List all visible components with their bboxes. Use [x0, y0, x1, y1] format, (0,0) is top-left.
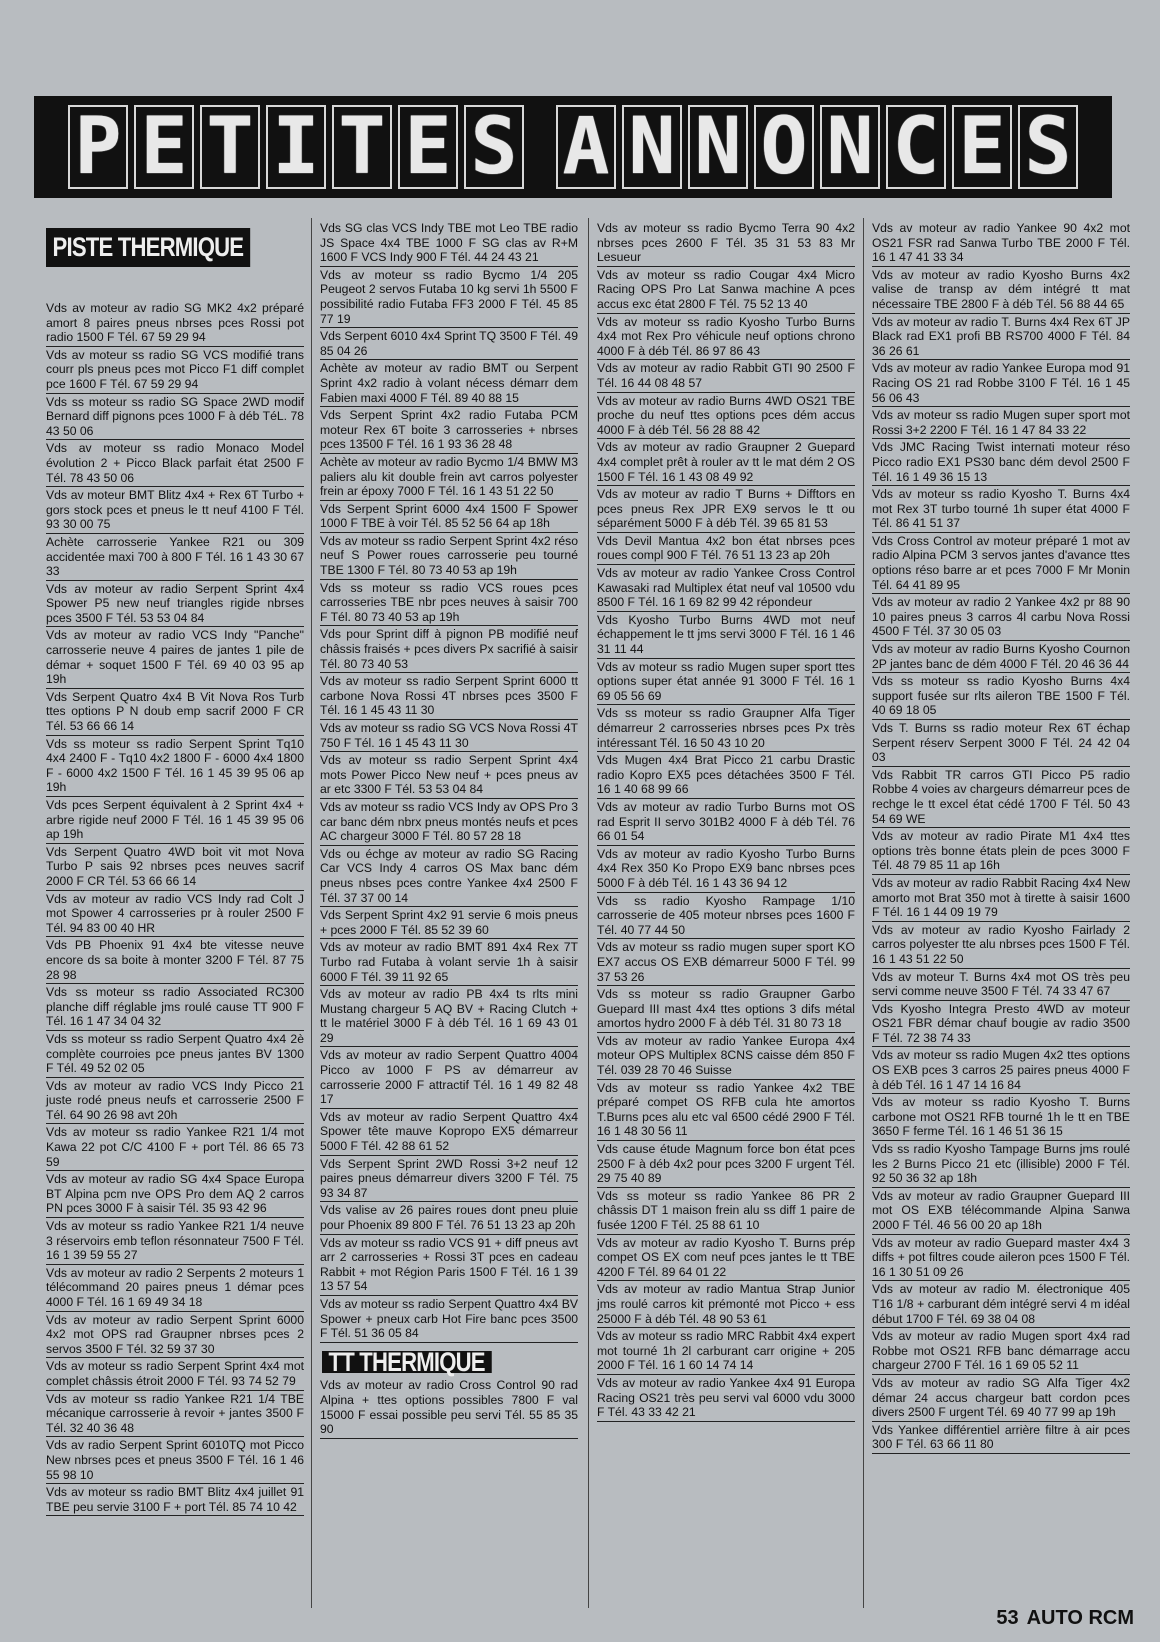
- banner-letter-glyph: O: [760, 102, 808, 192]
- classified-ad: Vds ss moteur ss radio Graupner Alfa Tiger démarreur 2 carrosseries nbrses pces Px très intéressant Tél. 16 50 43 10 20: [597, 705, 855, 752]
- banner-letter: [332, 102, 392, 192]
- classified-ad: Vds av moteur ss radio Yankee R21 1/4 TBE mécanique carrosserie à revoir + jantes 3500 F Tél. 32 40 36 48: [46, 1391, 304, 1438]
- classified-ad: Vds av moteur ss radio Serpent Sprint 6000 tt carbone Nova Rossi 4T nbrses pces 3500 F Tél. 16 1 45 43 11 30: [320, 673, 578, 720]
- classified-ad: Vds Yankee différentiel arrière filtre à air pces 300 F Tél. 63 66 11 80: [872, 1422, 1130, 1454]
- section-heading-tt-thermique: TT THERMIQUE: [322, 1351, 491, 1374]
- classified-ad: Vds av moteur av radio Yankee Europa mod 91 Racing OS 21 rad Robbe 3100 F Tél. 16 1 45 56 06 43: [872, 360, 1130, 407]
- classified-ad: Vds av moteur ss radio Bycmo 1/4 205 Peugeot 2 servos Futaba 10 kg servi 1h 5500 F possibilité radio Futaba FF3 2000 F Tél. 45 85 77 19: [320, 267, 578, 328]
- classified-ad: Vds pces Serpent équivalent à 2 Sprint 4x4 + arbre rigide neuf 2000 F Tél. 16 1 45 39 95 06 ap 19h: [46, 797, 304, 844]
- classified-ad: Vds ss moteur ss radio Serpent Quatro 4x4 2è complète courroies pce pneus jantes BV 1300 F Tél. 49 52 02 05: [46, 1031, 304, 1078]
- classified-ad: Vds av moteur av radio 2 Serpents 2 moteurs 1 télécommand 20 paires pneus 1 démar pces 4000 F Tél. 16 1 69 49 34 18: [46, 1265, 304, 1312]
- classified-ad: Vds Kyosho Turbo Burns 4WD mot neuf échappement le tt jms servi 3000 F Tél. 16 1 46 31 11 44: [597, 612, 855, 659]
- banner-letter: [820, 102, 880, 192]
- banner-letter: [398, 102, 458, 192]
- classified-ad: Vds Mugen 4x4 Brat Picco 21 carbu Drastic radio Kopro EX5 pces détachées 3500 F Tél. 16 1 40 68 99 66: [597, 752, 855, 799]
- classified-ad: Achète carrosserie Yankee R21 ou 309 accidentée maxi 700 à 800 F Tél. 16 1 43 30 67 33: [46, 534, 304, 581]
- classified-ad: Vds av moteur av radio VCS Indy "Panche" carrosserie neuve 4 paires de jantes 1 pile de démar + soquet 1500 F Tél. 69 40 03 95 ap 19h: [46, 627, 304, 688]
- classified-ad: Vds av moteur av radio Turbo Burns mot OS rad Esprit II servo 301B2 4000 F à déb Tél. 76 66 01 54: [597, 799, 855, 846]
- classified-ad: Vds av moteur av radio SG MK2 4x2 préparé amort 8 paires pneus nbrses pces Rossi pot radio 1500 F Tél. 67 59 29 94: [46, 300, 304, 347]
- classified-ad: Vds ss radio Kyosho Rampage 1/10 carrosserie de 405 moteur nbrses pces 1600 F Tél. 40 77 44 50: [597, 893, 855, 940]
- classified-ad: Vds av moteur av radio VCS Indy rad Colt J mot Spower 4 carrosseries pr à rouler 2500 F Tél. 94 83 00 40 HR: [46, 891, 304, 938]
- classified-ad: Vds av moteur av radio M. électronique 405 T16 1/8 + carburant dém intégré servi 4 m idéal début 1700 F Tél. 69 38 04 08: [872, 1281, 1130, 1328]
- column-rule: [311, 218, 312, 1608]
- classified-ad: Vds av moteur av radio SG 4x4 Space Europa BT Alpina pcm nve OPS Pro dem AQ 2 carros PN pces 3000 F à saisir Tél. 35 93 42 96: [46, 1171, 304, 1218]
- classified-ad: Vds av moteur av radio Rabbit GTI 90 2500 F Tél. 16 44 08 48 57: [597, 360, 855, 392]
- classified-ad: Vds av moteur ss radio Mugen super sport mot Rossi 3+2 2200 F Tél. 16 1 47 84 33 22: [872, 407, 1130, 439]
- classified-ad: Vds av moteur BMT Blitz 4x4 + Rex 6T Turbo + gors stock pces et pneus le tt neuf 4100 F Tél. 93 30 00 75: [46, 487, 304, 534]
- classified-ad: Vds Rabbit TR carros GTI Picco P5 radio Robbe 4 voies av chargeurs démarreur pces de rechge le tt excel état cédé 1700 F Tél. 50 43 54 69 WE: [872, 767, 1130, 828]
- banner-letter-glyph: N: [826, 102, 874, 192]
- banner-letter: [622, 102, 682, 192]
- banner-letter-glyph: I: [272, 102, 320, 192]
- classified-ad: Vds av moteur av radio Cross Control 90 rad Alpina + ttes options possibles 7800 F val 15000 F essai possible peu servi Tél. 55 85 35 90: [320, 1377, 578, 1438]
- classified-ad: Vds ss radio Kyosho Tampage Burns jms roulé les 2 Burns Picco 21 etc (illisible) 2000 F Tél. 92 50 36 32 ap 18h: [872, 1141, 1130, 1188]
- banner-letter-glyph: C: [892, 102, 940, 192]
- classified-ad: Vds av moteur ss radio SG VCS Nova Rossi 4T 750 F Tél. 16 1 45 43 11 30: [320, 720, 578, 752]
- classified-ad: Vds av moteur av radio Kyosho Burns 4x2 valise de transp av dém intégré tt mat nécessaire TBE 2800 F à déb Tél. 56 88 44 65: [872, 267, 1130, 314]
- banner: [34, 96, 1112, 198]
- column-3: [597, 220, 855, 1422]
- column-rule: [588, 218, 589, 1608]
- classified-ad: Vds av moteur ss radio Mugen 4x2 ttes options OS EXB pces 3 carros 25 paires pneus 4000 F à déb Tél. 16 1 47 14 16 84: [872, 1047, 1130, 1094]
- classified-ad: Vds av moteur ss radio Kyosho T. Burns 4x4 mot Rex 3T turbo tourné 1h super état 4000 F Tél. 86 41 51 37: [872, 486, 1130, 533]
- classified-ad: Vds av moteur ss radio MRC Rabbit 4x4 expert mot tourné 1h 2l carburant carr origine + 205 2000 F Tél. 16 1 60 14 74 14: [597, 1328, 855, 1375]
- classified-ad: Vds av moteur ss radio Serpent Sprint 4x2 réso neuf S Power roues carrosserie peu tourné TBE 1300 F Tél. 80 73 40 53 ap 19h: [320, 533, 578, 580]
- classified-ad: Vds pour Sprint diff à pignon PB modifié neuf châssis fraisés + pces divers Px sacrifié à saisir Tél. 80 73 40 53: [320, 626, 578, 673]
- banner-letter-glyph: E: [140, 102, 188, 192]
- classified-ad: Vds ss moteur ss radio Associated RC300 planche diff réglable jms roulé cause TT 900 F Tél. 16 1 47 34 04 32: [46, 984, 304, 1031]
- classified-ad: Vds Serpent Sprint 4x2 91 servie 6 mois pneus + pces 2000 F Tél. 85 52 39 60: [320, 907, 578, 939]
- classified-ad: Vds ss moteur ss radio Yankee 86 PR 2 châssis DT 1 maison frein alu ss diff 1 paire de fusée 1200 F Tél. 25 88 61 10: [597, 1188, 855, 1235]
- column-4: [872, 220, 1130, 1454]
- classified-ad: Vds av moteur av radio T Burns + Difftors en pces pneus Rex JPR EX9 servos le tt ou séparément 5000 F à déb Tél. 39 65 81 53: [597, 486, 855, 533]
- classified-ad: Vds T. Burns ss radio moteur Rex 6T échap Serpent réserv Serpent 3000 F Tél. 24 42 04 03: [872, 720, 1130, 767]
- classified-ad: Vds av moteur ss radio VCS Indy av OPS Pro 3 car banc dém nbrx pneus montés neufs et pces AC chargeur 3000 F Tél. 80 57 28 18: [320, 799, 578, 846]
- classified-ad: Vds av moteur ss radio BMT Blitz 4x4 juillet 91 TBE peu servie 3100 F + port Tél. 85 74 10 42: [46, 1484, 304, 1516]
- page-footer: [996, 1607, 1134, 1630]
- banner-letter: [464, 102, 524, 192]
- classified-ad: Vds av radio Serpent Sprint 6010TQ mot Picco New nbrses pces et pneus 3500 F Tél. 16 1 46 55 98 10: [46, 1437, 304, 1484]
- banner-letter-glyph: E: [958, 102, 1006, 192]
- banner-letter-glyph: A: [562, 102, 610, 192]
- banner-letter: [688, 102, 748, 192]
- classified-ad: Vds av moteur av radio Graupner Guepard III mot OS EXB télécommande Alpina Sanwa 2000 F Tél. 46 56 00 20 ap 18h: [872, 1188, 1130, 1235]
- classified-ad: Vds av moteur av radio Kyosho Turbo Burns 4x4 Rex 350 Ko Propo EX9 banc nbrses pces 5000 F à déb Tél. 16 1 43 36 94 12: [597, 846, 855, 893]
- classified-ad: Vds av moteur ss radio Mugen super sport ttes options super état année 91 3000 F Tél. 16 1 69 05 56 69: [597, 659, 855, 706]
- classified-ad: Vds av moteur ss radio Cougar 4x4 Micro Racing OPS Pro Lat Sanwa machine A pces accus exc état 2800 F Tél. 75 52 13 40: [597, 267, 855, 314]
- column-rule: [863, 218, 864, 1608]
- classified-ad: Vds av moteur av radio Serpent Sprint 6000 4x2 mot OPS rad Graupner nbrses pces 2 servos 3500 F Tél. 32 59 37 30: [46, 1312, 304, 1359]
- column-2: [320, 220, 578, 1439]
- banner-letter: [134, 102, 194, 192]
- classified-ad: Vds valise av 26 paires roues dont pneu pluie pour Phoenix 89 800 F Tél. 76 51 13 23 ap 20h: [320, 1202, 578, 1234]
- banner-letter: [1018, 102, 1078, 192]
- banner-letter: [556, 102, 616, 192]
- classified-ad: Vds av moteur av radio Mugen sport 4x4 rad Robbe mot OS21 RFB banc démarrage accu chargeur 2700 F Tél. 16 1 69 05 52 11: [872, 1328, 1130, 1375]
- classified-ad: Vds av moteur av radio VCS Indy Picco 21 juste rodé pneus neufs et carrosserie 2500 F Tél. 64 90 26 98 avt 20h: [46, 1078, 304, 1125]
- classified-ad: Vds Serpent Quatro 4x4 B Vit Nova Ros Turb ttes options P N doub emp sacrif 2000 F CR Tél. 53 66 66 14: [46, 689, 304, 736]
- classified-ad: Vds av moteur av radio Kyosho T. Burns prép compet OS EX com neuf pces jantes le tt TBE 4200 F Tél. 89 64 01 22: [597, 1235, 855, 1282]
- classified-ad: Vds av moteur av radio Graupner 2 Guepard 4x4 complet prêt à rouler av tt le mat dém 2 OS 1500 F Tél. 16 1 43 08 49 92: [597, 439, 855, 486]
- classified-ad: Achète av moteur av radio BMT ou Serpent Sprint 4x2 radio à volant nécess démarr dem Fabien maxi 4000 F Tél. 89 40 88 15: [320, 360, 578, 407]
- banner-letter: [68, 102, 128, 192]
- classified-ad: Vds av moteur av radio Serpent Sprint 4x4 Spower P5 new neuf triangles rigide nbrses pces 3500 F Tél. 53 53 04 84: [46, 581, 304, 628]
- classified-ad: Vds av moteur ss radio Serpent Sprint 4x4 mots Power Picco New neuf + pces pneus av ar etc 3300 F Tél. 53 53 04 84: [320, 752, 578, 799]
- classified-ad: Vds av moteur av radio Yankee 4x4 91 Europa Racing OS21 très peu servi val 6000 vdu 3000 F Tél. 43 33 42 21: [597, 1375, 855, 1422]
- classified-ad: Vds av moteur av radio Rabbit Racing 4x4 New amorto mot Brat 350 mot à tirette à saisir 1600 F Tél. 16 1 44 09 19 79: [872, 875, 1130, 922]
- section-heading-piste-thermique: PISTE THERMIQUE: [46, 228, 250, 267]
- classified-ad: Vds av moteur av radio SG Alfa Tiger 4x2 démar 24 accus chargeur batt cordon pces divers 2500 F urgent Tél. 69 40 77 99 ap 19h: [872, 1375, 1130, 1422]
- classified-ad: Vds av moteur ss radio Serpent Quattro 4x4 BV Spower + pneux carb Hot Fire banc pces 3500 F Tél. 51 36 05 84: [320, 1296, 578, 1343]
- classified-ad: Vds av moteur ss radio Kyosho T. Burns carbone mot OS21 RFB tourné 1h le tt en TBE 3650 F ferme Tél. 16 1 46 51 36 15: [872, 1094, 1130, 1141]
- classified-ad: Vds av moteur av radio Pirate M1 4x4 ttes options très bonne états plein de pces 3000 F Tél. 48 79 85 11 ap 16h: [872, 828, 1130, 875]
- classified-ad: Vds av moteur av radio Yankee 90 4x2 mot OS21 FSR rad Sanwa Turbo TBE 2000 F Tél. 16 1 47 41 33 34: [872, 220, 1130, 267]
- classified-ad: Vds av moteur av radio Yankee Cross Control Kawasaki rad Multiplex état neuf val 10500 vdu 8500 F Tél. 16 1 69 82 99 42 répondeur: [597, 565, 855, 612]
- classified-ad: Vds av moteur av radio PB 4x4 ts rlts mini Mustang chargeur 5 AQ BV + Racing Clutch + tt le matériel 3000 F à déb Tél. 16 1 69 43 01 29: [320, 986, 578, 1047]
- banner-letter-glyph: P: [74, 102, 122, 192]
- banner-letter-glyph: E: [404, 102, 452, 192]
- classified-ad: Vds av moteur av radio BMT 891 4x4 Rex 7T Turbo rad Futaba à volant servie 1h à saisir 6000 F Tél. 39 11 92 65: [320, 939, 578, 986]
- classified-ad: Vds ss moteur ss radio Serpent Sprint Tq10 4x4 2400 F - Tq10 4x2 1800 F - 6000 4x4 1800 F - 6000 4x2 1500 F Tél. 16 1 45 39 95 06 ap 19h: [46, 736, 304, 797]
- classified-ad: Vds av moteur ss radio Yankee R21 1/4 mot Kawa 22 pot C/C 4100 F + port Tél. 86 65 73 59: [46, 1124, 304, 1171]
- banner-letter: [266, 102, 326, 192]
- classified-ad: Vds av moteur ss radio Monaco Model évolution 2 + Picco Black parfait état 2500 F Tél. 78 43 50 06: [46, 440, 304, 487]
- classified-ad: Vds av moteur av radio Burns Kyosho Cournon 2P jantes banc de dém 4000 F Tél. 20 46 36 44: [872, 641, 1130, 673]
- classified-ad: Vds av moteur ss radio Kyosho Turbo Burns 4x4 mot Rex Pro véhicule neuf options chrono 4000 F à déb Tél. 86 97 86 43: [597, 314, 855, 361]
- banner-letter-glyph: N: [628, 102, 676, 192]
- magazine-name: AUTO RCM: [1026, 1607, 1134, 1629]
- classified-ad: Vds av moteur av radio Burns 4WD OS21 TBE proche du neuf ttes options pces dém accus 4000 F à déb Tél. 56 28 88 42: [597, 393, 855, 440]
- classified-ad: Vds Serpent Sprint 4x2 radio Futaba PCM moteur Rex 6T boite 3 carrosseries + nbrses pces 13500 F Tél. 16 1 93 36 28 48: [320, 407, 578, 454]
- classified-ad: Vds av moteur av radio 2 Yankee 4x2 pr 88 90 10 paires pneus 3 carros 4l carbu Nova Rossi 4500 F Tél. 37 30 05 03: [872, 594, 1130, 641]
- classified-ad: Vds SG clas VCS Indy TBE mot Leo TBE radio JS Space 4x4 TBE 1000 F SG clas av R+M 1600 F VCS Indy 900 F Tél. 44 24 43 21: [320, 220, 578, 267]
- column-1: [46, 300, 304, 1516]
- classified-ad: Vds av moteur av radio Kyosho Fairlady 2 carros polyester tte alu nbrses pces 1500 F Tél. 16 1 43 51 22 50: [872, 922, 1130, 969]
- classified-ad: Vds av moteur ss radio Bycmo Terra 90 4x2 nbrses pces 2600 F Tél. 35 31 53 83 Mr Lesueur: [597, 220, 855, 267]
- page-number: 53: [996, 1607, 1019, 1629]
- classified-ad: Vds av moteur ss radio SG VCS modifié trans courr pls pneus pces mot Picco F1 diff complet pce 1600 F Tél. 67 59 29 94: [46, 347, 304, 394]
- classified-ad: Vds av moteur av radio Mantua Strap Junior jms roulé carros kit prémonté mot Picco + ess 25000 F à déb Tél. 48 90 53 61: [597, 1281, 855, 1328]
- banner-letter-glyph: S: [470, 102, 518, 192]
- classified-ad: Vds PB Phoenix 91 4x4 bte vitesse neuve encore ds sa boite à monter 3200 F Tél. 87 75 28 98: [46, 937, 304, 984]
- banner-letter-glyph: S: [1024, 102, 1072, 192]
- classified-ad: Vds Serpent Quatro 4WD boit vit mot Nova Turbo P sais 92 nbrses pces neuves sacrif 2000 F CR Tél. 53 66 66 14: [46, 844, 304, 891]
- banner-letter-glyph: N: [694, 102, 742, 192]
- classified-ad: Vds ss moteur ss radio Graupner Garbo Guepard III mast 4x4 ttes options 3 difs métal amortos hydro 2000 F à déb Tél. 31 80 73 18: [597, 986, 855, 1033]
- classified-ad: Vds av moteur ss radio VCS 91 + diff pneus avt arr 2 carrosseries + Rossi 3T pces en cadeau Rabbit + mot Région Paris 1500 F Tél. 16 1 39 13 57 54: [320, 1235, 578, 1296]
- classified-ad: Vds av moteur av radio Yankee Europa 4x4 moteur OPS Multiplex 8CNS caisse dém 850 F Tél. 039 28 70 46 Suisse: [597, 1033, 855, 1080]
- classified-ad: Vds av moteur ss radio Yankee 4x2 TBE préparé compet OS RFB cula hte amortos T.Burns pces alu etc val 6500 cédé 2900 F Tél. 16 1 48 30 56 11: [597, 1080, 855, 1141]
- banner-letter-glyph: T: [338, 102, 386, 192]
- banner-letter: [952, 102, 1012, 192]
- classified-ad: Vds JMC Racing Twist internati moteur réso Picco radio EX1 PS30 banc dém devol 2500 F Tél. 16 1 49 36 15 13: [872, 439, 1130, 486]
- classified-ad: Vds Cross Control av moteur préparé 1 mot av radio Alpina PCM 3 servos jantes d'avance ttes options réso barre ar et pces 7000 F Mr Monin Tél. 64 41 89 95: [872, 533, 1130, 594]
- classified-ad: Achète av moteur av radio Bycmo 1/4 BMW M3 paliers alu kit double frein avt carros polyester frein ar époxy 7000 F Tél. 16 1 43 51 22 50: [320, 454, 578, 501]
- classified-ad: Vds Devil Mantua 4x2 bon état nbrses pces roues compl 900 F Tél. 76 51 13 23 ap 20h: [597, 533, 855, 565]
- banner-letter: [200, 102, 260, 192]
- classified-ad: Vds Kyosho Integra Presto 4WD av moteur OS21 FBR démar chauf bougie av radio 3500 F Tél. 72 38 74 33: [872, 1001, 1130, 1048]
- classified-ad: Vds ss moteur ss radio Kyosho Burns 4x4 support fusée sur rlts aileron TBE 1500 F Tél. 40 69 18 05: [872, 673, 1130, 720]
- classified-ad: Vds av moteur ss radio Yankee R21 1/4 neuve 3 réservoirs emb teflon résonnateur 7500 F Tél. 16 1 39 59 55 27: [46, 1218, 304, 1265]
- banner-letter: [886, 102, 946, 192]
- classified-ad: Vds ss moteur ss radio VCS roues pces carrosseries TBE nbr pces neuves à saisir 700 F Tél. 80 73 40 53 ap 19h: [320, 580, 578, 627]
- classified-ad: Vds ou échge av moteur av radio SG Racing Car VCS Indy 4 carros OS Max banc dém pneus nbses pces contre Yankee 4x4 2500 F Tél. 37 37 00 14: [320, 846, 578, 907]
- classified-ad: Vds av moteur av radio Guepard master 4x4 3 diffs + pot filtres coude aileron pces 1500 F Tél. 16 1 30 51 09 26: [872, 1235, 1130, 1282]
- banner-letter-glyph: T: [206, 102, 254, 192]
- classified-ad: Vds ss moteur ss radio SG Space 2WD modif Bernard diff pignons pces 1000 F à déb TéL. 78 43 50 06: [46, 394, 304, 441]
- banner-letter: [754, 102, 814, 192]
- classified-ad: Vds av moteur ss radio Serpent Sprint 4x4 mot complet châssis étroit 2000 F Tél. 93 74 52 79: [46, 1358, 304, 1390]
- classified-ad: Vds Serpent Sprint 2WD Rossi 3+2 neuf 12 paires pneus démarreur divers 3200 F Tél. 75 93 34 87: [320, 1156, 578, 1203]
- classified-ad: Vds Serpent 6010 4x4 Sprint TQ 3500 F Tél. 49 85 04 26: [320, 328, 578, 360]
- classified-ad: Vds av moteur av radio T. Burns 4x4 Rex 6T JP Black rad EX1 profi BB RS700 4000 F Tél. 84 36 26 61: [872, 314, 1130, 361]
- classified-ad: Vds av moteur av radio Serpent Quattro 4004 Picco av 1000 F PS av démarreur av carrosserie 2000 F attractif Tél. 16 1 49 82 48 17: [320, 1047, 578, 1108]
- classified-ad: Vds av moteur ss radio mugen super sport KO EX7 accus OS EXB démarreur 5000 F Tél. 99 37 53 26: [597, 939, 855, 986]
- classified-ad: Vds Serpent Sprint 6000 4x4 1500 F Spower 1000 F TBE à voir Tél. 85 52 56 64 ap 18h: [320, 501, 578, 533]
- classified-ad: Vds av moteur T. Burns 4x4 mot OS très peu servi comme neuve 3500 F Tél. 74 33 47 67: [872, 969, 1130, 1001]
- classified-ad: Vds cause étude Magnum force bon état pces 2500 F à déb 4x2 pour pces 3200 F urgent Tél. 29 75 40 89: [597, 1141, 855, 1188]
- classified-ad: Vds av moteur av radio Serpent Quattro 4x4 Spower tête mauve Kopropo EX5 démarreur 5000 F Tél. 42 88 61 52: [320, 1109, 578, 1156]
